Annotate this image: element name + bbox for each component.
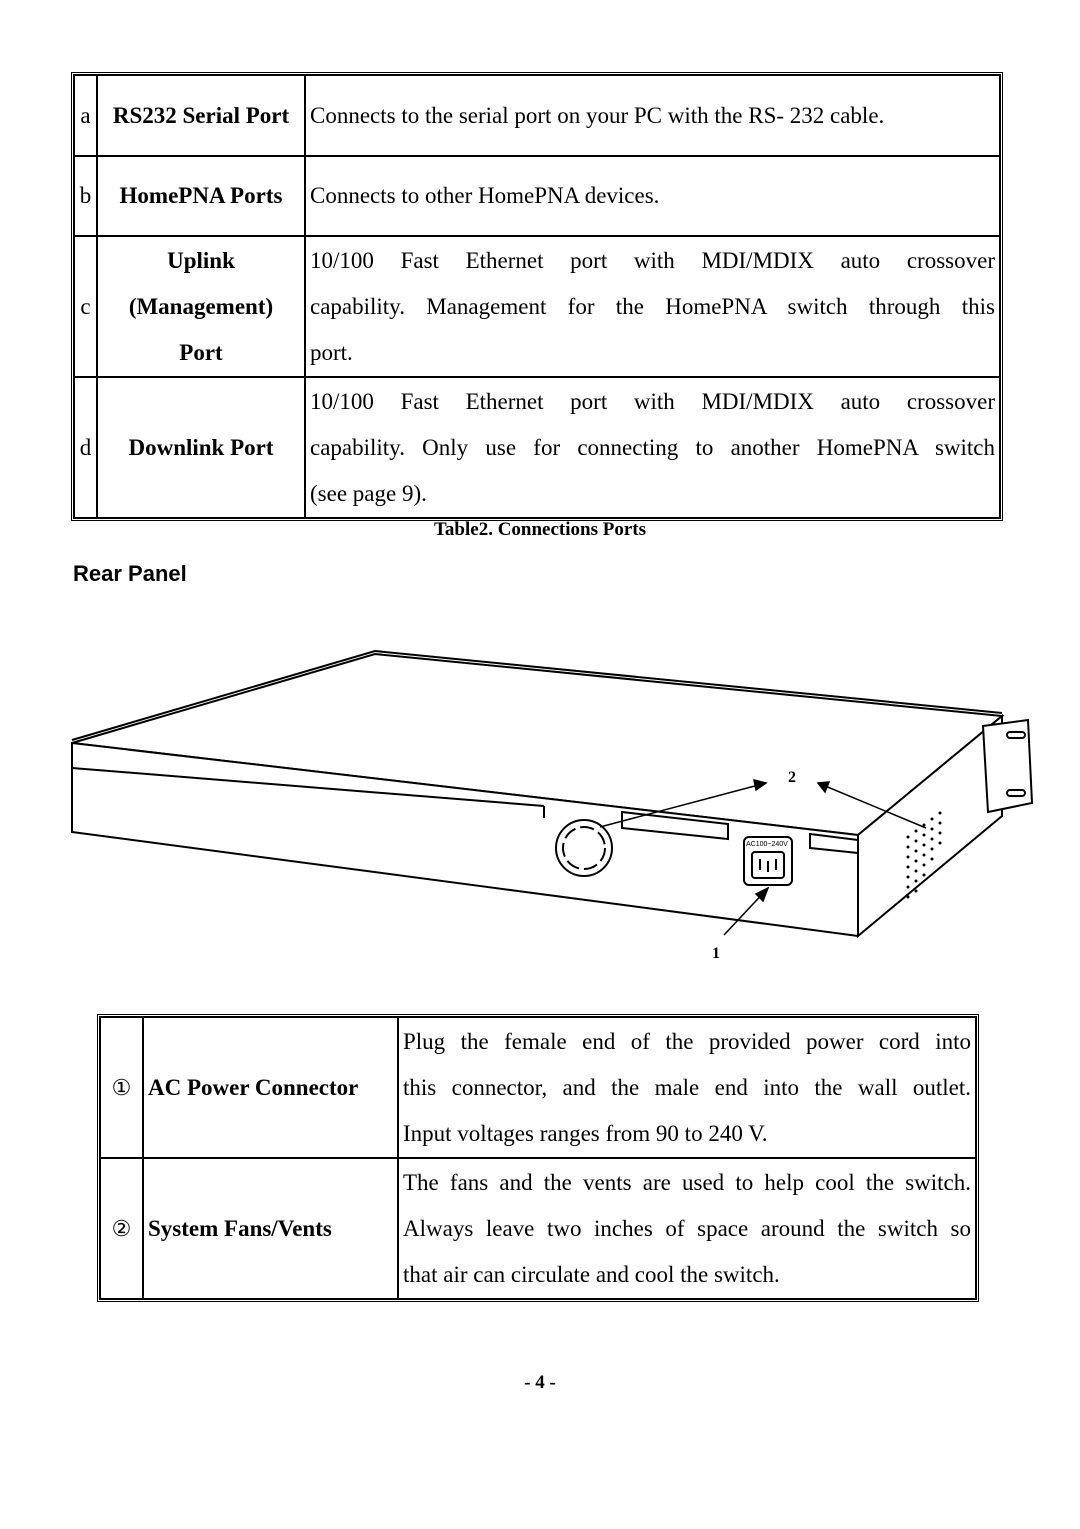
description-line: Connects to other HomePNA devices. (310, 183, 660, 208)
row-description (398, 1017, 976, 1158)
connector-label: AC100~240V (746, 841, 788, 848)
description-line: capability. Only use for connecting to another HomePNA switch (310, 434, 995, 460)
row-description (305, 377, 1000, 518)
table-row (100, 1017, 976, 1158)
row-description (398, 1158, 976, 1299)
section-heading: Rear Panel (73, 561, 187, 586)
table-caption: Table2. Connections Ports (433, 519, 646, 540)
description-line: 10/100 Fast Ethernet port with MDI/MDIX auto crossover (310, 388, 995, 414)
callout-1-label: 1 (712, 945, 720, 962)
connections-table (71, 72, 1003, 521)
table-row (74, 75, 1000, 156)
table-row (74, 236, 1000, 377)
description-line: that air can circulate and cool the switch. (403, 1261, 780, 1287)
row-label (97, 75, 305, 156)
description-line: this connector, and the male end into the wall outlet. (403, 1074, 971, 1100)
row-description (305, 236, 1000, 377)
label-line: Uplink (167, 247, 235, 273)
label-line: Downlink Port (128, 434, 274, 460)
row-label (97, 236, 305, 377)
description-line: port. (310, 339, 353, 365)
row-description (305, 75, 1000, 156)
row-letter: c (74, 236, 97, 377)
description-line: Connects to the serial port on your PC with the RS- 232 cable. (310, 102, 885, 128)
table-row (100, 1158, 976, 1299)
rear-panel-figure (66, 640, 1036, 970)
description-line: 10/100 Fast Ethernet port with MDI/MDIX auto crossover (310, 247, 995, 273)
description-line: capability. Management for the HomePNA switch through this (310, 293, 995, 319)
description-line: (see page 9). (310, 480, 427, 506)
item-number: ① (100, 1017, 143, 1158)
page-number: - 4 - (524, 1372, 556, 1393)
row-letter: d (74, 377, 97, 518)
description-line: Input voltages ranges from 90 to 240 V. (403, 1120, 768, 1146)
description-line: Plug the female end of the provided power cord into (403, 1028, 971, 1054)
description-line: The fans and the vents are used to help cool the switch. (403, 1169, 971, 1195)
description-line: Always leave two inches of space around the switch so (403, 1215, 971, 1241)
label-line: HomePNA Ports (119, 183, 283, 208)
item-number: ② (100, 1158, 143, 1299)
row-label (97, 156, 305, 236)
row-letter: b (74, 156, 97, 236)
table-row (74, 156, 1000, 236)
row-label (97, 377, 305, 518)
table-row (74, 377, 1000, 518)
row-label: AC Power Connector (143, 1017, 398, 1158)
label-line: (Management) (128, 293, 274, 319)
row-letter: a (74, 75, 97, 156)
callout-2-label: 2 (788, 769, 796, 786)
rear-panel-table (97, 1014, 979, 1302)
label-line: RS232 Serial Port (112, 102, 290, 128)
row-description (305, 156, 1000, 236)
label-line: Port (179, 339, 223, 365)
row-label: System Fans/Vents (143, 1158, 398, 1299)
